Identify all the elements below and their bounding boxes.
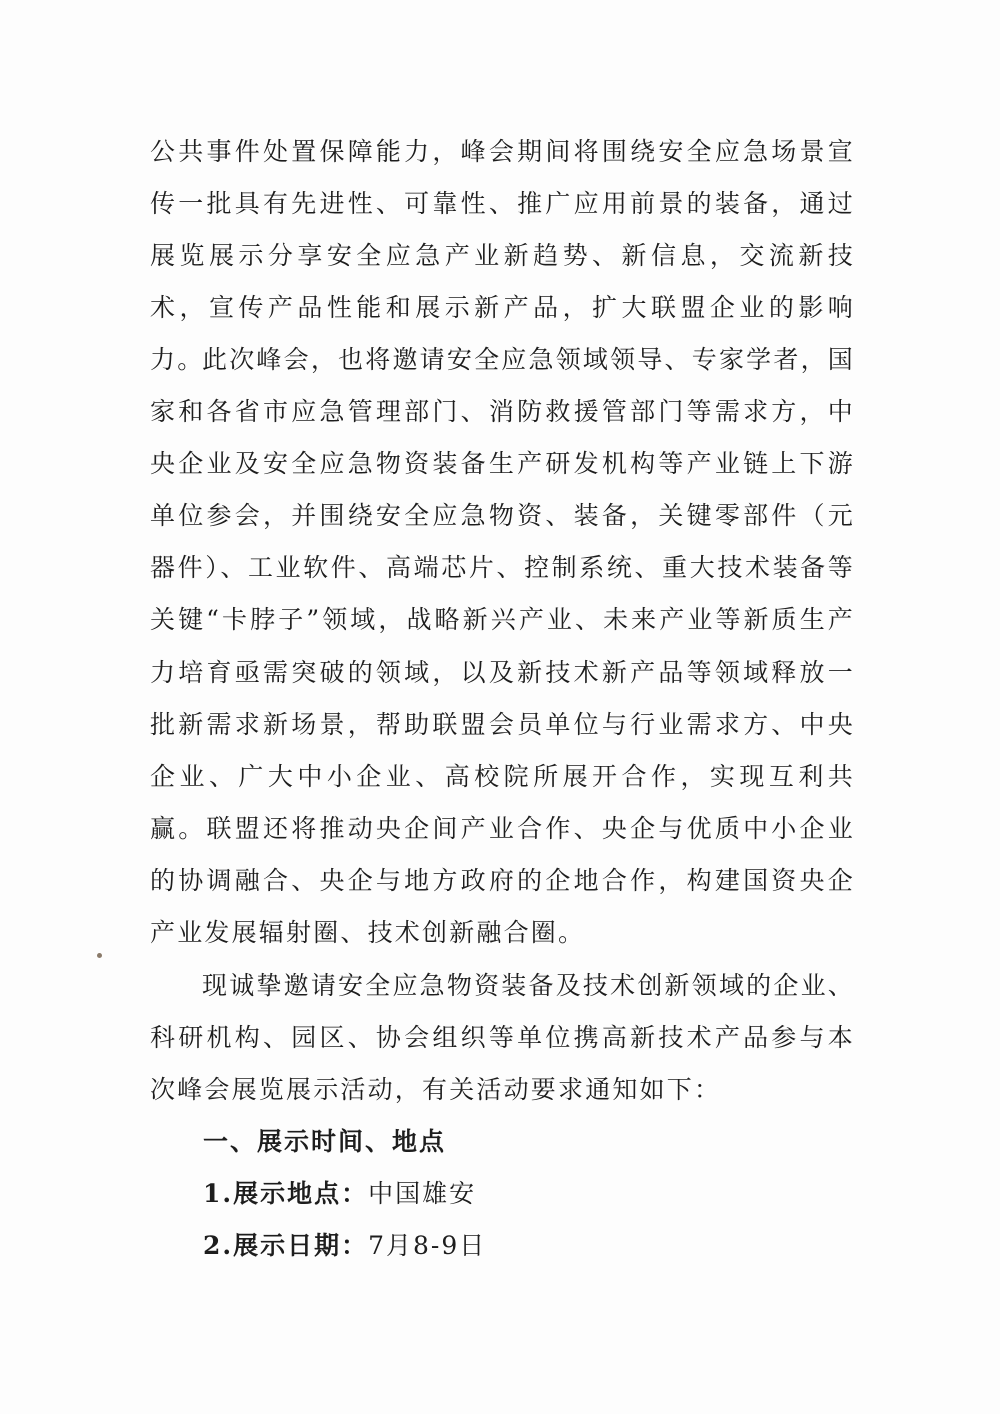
body-text-block — [150, 960, 855, 1116]
paragraph-summit-invitation: 此次峰会，也将邀请安全应急领域领导、专家学者，国家和各省市应急管理部门、消防救援管部门等需求方，中央企业及安全应急物资装备生产研发机构等产业链上下游单位参会，并围绕安全应急物资、装备，关键零部件（元器件）、工业软件、高端芯片、控制系统、重大技术装备等关键“卡脖子”领域，战略新兴产业、未来产业等新质生产力培育亟需突破的领域，以及新技术新产品等领域释放一批新需求新场景，帮助联盟会员单位与行业需求方、中央企业、广大中小企业、高校院所展开合作，实现互利共赢。联盟还将推动央企间产业合作、央企与优质中小企业的协调融合、央企与地方政府的企地合作，构建国资央企产业发展辐射圈、技术创新融合圈。 — [150, 345, 855, 948]
item-value: 7月8-9日 — [368, 1231, 487, 1260]
item-label: 1.展示地点： — [203, 1179, 369, 1208]
scan-speck — [97, 953, 102, 958]
list-item-location — [203, 1174, 476, 1214]
section-heading: 一、展示时间、地点 — [203, 1127, 447, 1156]
body-text-block — [150, 334, 855, 959]
list-item-date — [203, 1226, 486, 1266]
item-label: 2.展示日期： — [203, 1231, 369, 1260]
paragraph-continuation: 公共事件处置保障能力，峰会期间将围绕安全应急场景宣传一批具有先进性、可靠性、推广应用前景的装备，通过展览展示分享安全应急产业新趋势、新信息，交流新技术，宣传产品性能和展示新产品，扩大联盟企业的影响力。 — [150, 137, 855, 375]
item-value: 中国雄安 — [368, 1179, 477, 1208]
paragraph-exhibition-invitation: 现诚挚邀请安全应急物资装备及技术创新领域的企业、科研机构、园区、协会组织等单位携高新技术产品参与本次峰会展览展示活动，有关活动要求通知如下： — [150, 971, 855, 1105]
